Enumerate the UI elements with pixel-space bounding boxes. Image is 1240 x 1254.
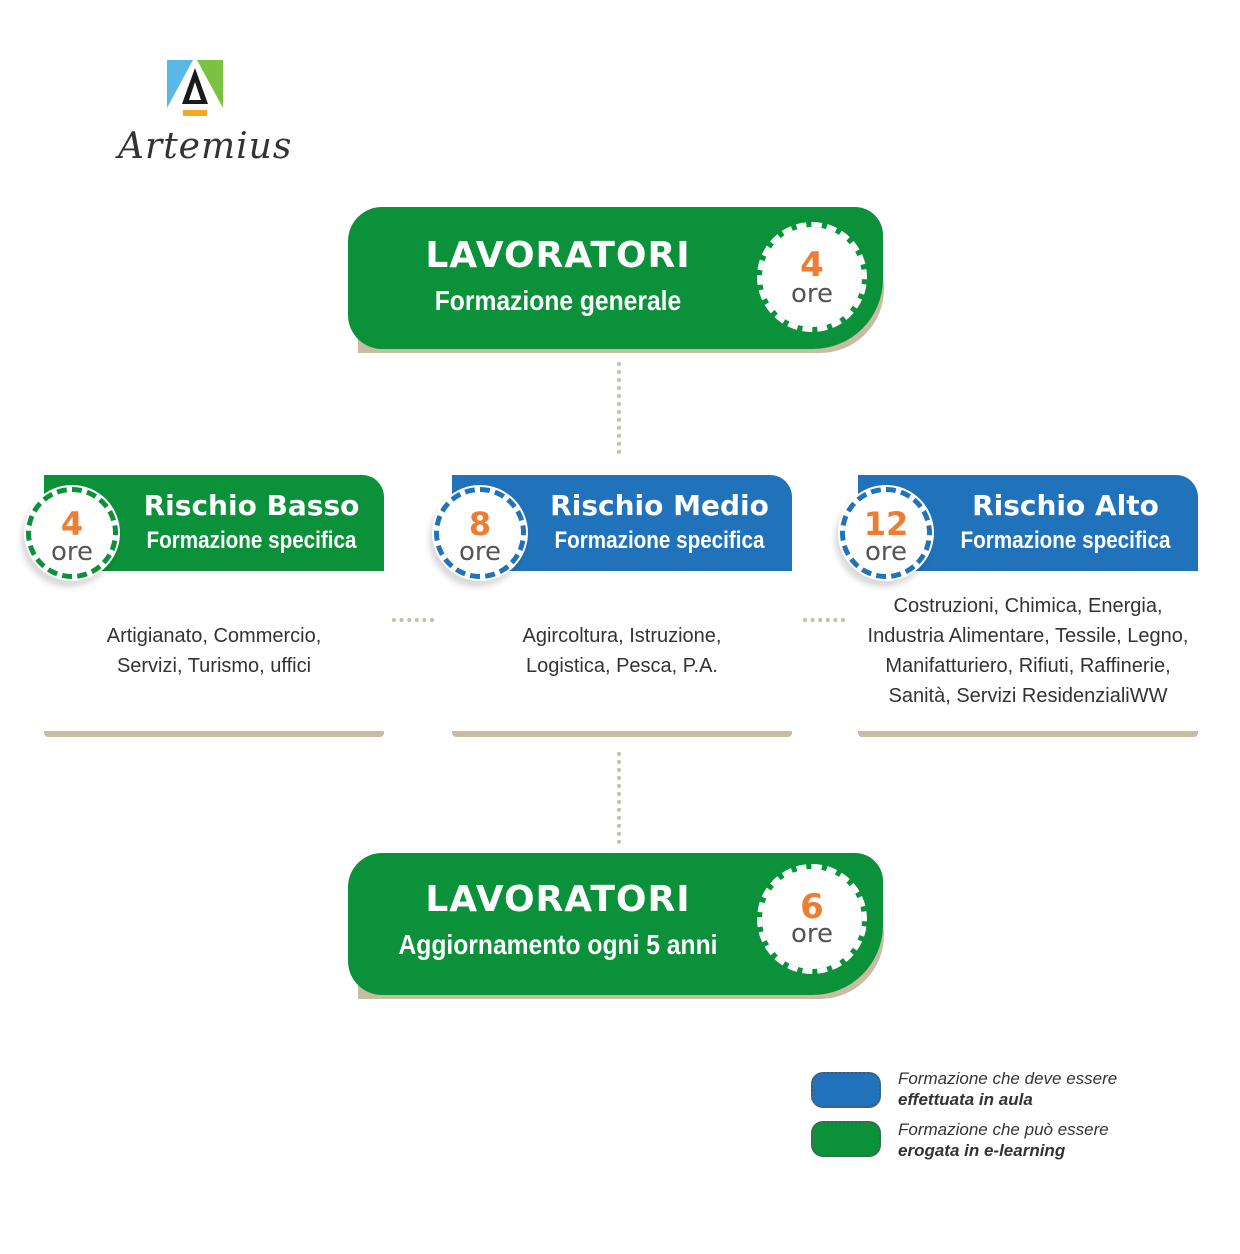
legend-line-strong: effettuata in aula (898, 1090, 1033, 1109)
logo-text: Artemius (118, 126, 293, 167)
top-title: LAVORATORI (425, 235, 691, 276)
sector-line: Artigianato, Commercio, (106, 625, 322, 647)
card-sectors (44, 621, 384, 681)
sector-line: Servizi, Turismo, uffici (116, 655, 312, 677)
bottom-subtitle: Aggiornamento ogni 5 anni (398, 929, 718, 960)
bottom-unit: ore (790, 919, 834, 949)
artemius-logo (110, 60, 293, 180)
legend-line: Formazione che deve essere (898, 1069, 1118, 1088)
top-hours: 4 (800, 245, 824, 285)
card-rischio-medio (452, 475, 792, 737)
bottom-hours: 6 (800, 887, 824, 927)
card-hours: 4 (60, 505, 84, 543)
top-hours-badge (766, 231, 858, 323)
sector-line: Manifatturiero, Rifiuti, Raffinerie, (885, 655, 1171, 677)
sector-line: Costruzioni, Chimica, Energia, (893, 595, 1163, 617)
card-hours: 8 (468, 505, 492, 543)
card-footer (452, 731, 792, 737)
legend-swatch-aula (811, 1072, 881, 1108)
card-rischio-basso (44, 475, 384, 737)
card-unit: ore (458, 537, 502, 567)
legend-text-aula (898, 1068, 1117, 1110)
card-rischio-alto (858, 475, 1198, 737)
card-hours: 12 (863, 505, 909, 543)
card-sectors (858, 591, 1198, 711)
card-title: Rischio Alto (972, 489, 1159, 522)
connector-top (617, 362, 621, 454)
sector-line: Sanità, Servizi ResidenzialiWW (888, 685, 1168, 707)
card-subtitle: Formazione specifica (146, 527, 357, 554)
legend-swatch-elearning (811, 1121, 881, 1157)
legend-text-elearning (898, 1119, 1109, 1161)
top-subtitle: Formazione generale (434, 285, 682, 316)
legend-line-strong: erogata in e-learning (898, 1141, 1066, 1160)
card-footer (44, 731, 384, 737)
sector-line: Logistica, Pesca, P.A. (526, 655, 718, 677)
card-hours-badge (838, 485, 934, 581)
top-node (348, 207, 888, 352)
sector-line: Industria Alimentare, Tessile, Legno, (867, 625, 1189, 647)
card-unit: ore (50, 537, 94, 567)
logo-a-icon (165, 60, 225, 120)
bottom-hours-badge (766, 873, 858, 965)
card-subtitle: Formazione specifica (554, 527, 765, 554)
card-unit: ore (864, 537, 908, 567)
bottom-node (348, 853, 888, 998)
connector-left (392, 618, 434, 622)
card-hours-badge (432, 485, 528, 581)
legend-line: Formazione che può essere (898, 1120, 1109, 1139)
card-title: Rischio Medio (550, 489, 769, 522)
sector-line: Agircoltura, Istruzione, (522, 625, 722, 647)
card-title: Rischio Basso (143, 489, 360, 522)
card-sectors (452, 621, 792, 681)
card-hours-badge (24, 485, 120, 581)
top-unit: ore (790, 279, 834, 309)
card-footer (858, 731, 1198, 737)
bottom-title: LAVORATORI (425, 879, 691, 920)
connector-bottom (617, 752, 621, 844)
card-subtitle: Formazione specifica (960, 527, 1171, 554)
connector-right (803, 618, 845, 622)
